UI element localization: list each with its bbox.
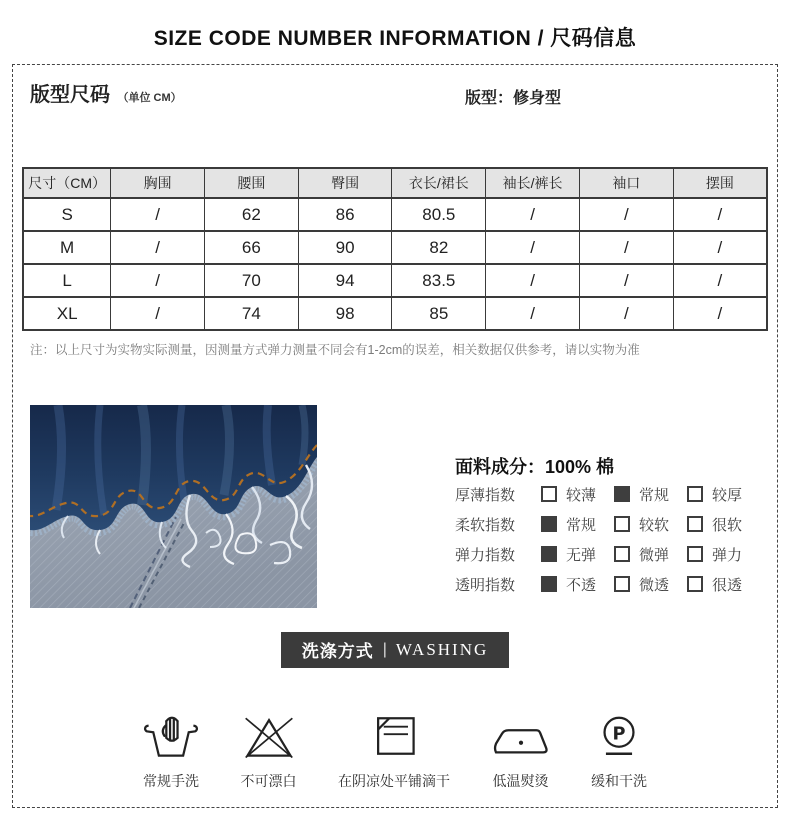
- checkbox-icon: [687, 516, 703, 532]
- index-option: [687, 574, 742, 595]
- wash-label: 缓和干洗: [591, 773, 647, 789]
- panel-header: [13, 65, 777, 107]
- cell: /: [111, 264, 205, 297]
- cell: 90: [298, 231, 392, 264]
- index-option: [541, 574, 596, 595]
- option-label: 较厚: [712, 486, 743, 504]
- fabric-composition-value: 100% 棉: [545, 457, 615, 477]
- thickness-index-row: [455, 479, 760, 509]
- size-info-panel: [12, 64, 778, 808]
- denim-product-photo: [30, 405, 317, 608]
- cell: /: [579, 198, 673, 231]
- cell: /: [486, 264, 580, 297]
- cell: 74: [205, 297, 299, 330]
- elasticity-index-row: [455, 539, 760, 569]
- index-label: 弹力指数: [455, 546, 516, 564]
- index-option: [541, 484, 596, 505]
- gentle-dry-clean-icon: [591, 710, 647, 762]
- checkbox-icon: [541, 576, 557, 592]
- option-label: 较薄: [566, 486, 597, 504]
- header-hip: 臀围: [298, 168, 392, 198]
- option-label: 微透: [639, 576, 670, 594]
- fabric-info: [455, 405, 760, 599]
- cell: 98: [298, 297, 392, 330]
- index-option: [687, 514, 742, 535]
- option-label: 微弹: [639, 546, 670, 564]
- index-option: [541, 514, 596, 535]
- checkbox-icon: [614, 516, 630, 532]
- wash-label: 不可漂白: [240, 773, 297, 789]
- washing-banner: [281, 632, 510, 668]
- cell: L: [23, 264, 111, 297]
- svg-text:P: P: [612, 724, 626, 745]
- section-title: 版型尺码: [30, 84, 110, 106]
- fabric-composition: [455, 453, 760, 479]
- cell: /: [673, 264, 767, 297]
- cell: 85: [392, 297, 486, 330]
- index-option: [614, 544, 669, 565]
- section-unit-note: （单位 CM）: [117, 92, 182, 104]
- checkbox-icon: [541, 486, 557, 502]
- wash-label: 常规手洗: [143, 773, 199, 789]
- checkbox-icon: [687, 486, 703, 502]
- fabric-composition-label: 面料成分：: [455, 457, 545, 477]
- cell: 62: [205, 198, 299, 231]
- checkbox-icon: [541, 516, 557, 532]
- washing-banner-en: WASHING: [395, 639, 489, 659]
- index-label: 厚薄指数: [455, 486, 516, 504]
- option-label: 不透: [566, 576, 597, 594]
- header-sleeve-length: 袖长/裤长: [486, 168, 580, 198]
- wash-item-no-bleach: [241, 710, 297, 791]
- index-label: 透明指数: [455, 576, 516, 594]
- transparency-index-row: [455, 569, 760, 599]
- cell: /: [111, 198, 205, 231]
- iron-low-temp-icon: [492, 710, 550, 762]
- header-bust: 胸围: [111, 168, 205, 198]
- washing-banner-divider: |: [382, 640, 387, 658]
- checkbox-icon: [687, 546, 703, 562]
- fit-type-value: 修身型: [513, 90, 562, 107]
- wash-item-hand-wash: [143, 710, 199, 791]
- size-table-header-row: [23, 168, 767, 198]
- fit-type-label: 版型：: [465, 90, 514, 107]
- index-option: [687, 484, 742, 505]
- option-label: 弹力: [712, 546, 743, 564]
- wash-label: 在阴凉处平铺滴干: [338, 773, 450, 789]
- index-option: [614, 574, 669, 595]
- measurement-note: 注：以上尺寸为实物实际测量，因测量方式弹力测量不同会有1-2cm的误差，相关数据仅供参考，请以实物为准: [30, 343, 640, 357]
- size-row-m: [23, 231, 767, 264]
- cell: /: [673, 198, 767, 231]
- fabric-section: [30, 405, 777, 608]
- wash-item-iron-low: [492, 710, 550, 791]
- cell: /: [673, 297, 767, 330]
- option-label: 常规: [639, 486, 670, 504]
- cell: 66: [205, 231, 299, 264]
- size-table: [22, 167, 768, 331]
- option-label: 常规: [566, 516, 597, 534]
- index-option: [541, 544, 596, 565]
- cell: XL: [23, 297, 111, 330]
- header-size: 尺寸（CM）: [23, 168, 111, 198]
- wash-item-dry-flat: [338, 710, 450, 791]
- cell: 80.5: [392, 198, 486, 231]
- index-option: [614, 484, 669, 505]
- size-row-l: [23, 264, 767, 297]
- checkbox-icon: [687, 576, 703, 592]
- do-not-bleach-icon: [241, 710, 297, 762]
- cell: /: [486, 198, 580, 231]
- softness-index-row: [455, 509, 760, 539]
- cell: 70: [205, 264, 299, 297]
- cell: 83.5: [392, 264, 486, 297]
- cell: /: [486, 297, 580, 330]
- index-option: [614, 514, 669, 535]
- option-label: 无弹: [566, 546, 597, 564]
- header-waist: 腰围: [205, 168, 299, 198]
- checkbox-icon: [614, 486, 630, 502]
- cell: /: [486, 231, 580, 264]
- cell: /: [579, 264, 673, 297]
- fit-type: [465, 85, 561, 108]
- cell: /: [111, 297, 205, 330]
- washing-icons-row: [143, 710, 647, 791]
- option-label: 较软: [639, 516, 670, 534]
- option-label: 很透: [712, 576, 743, 594]
- dry-flat-shade-icon: [366, 710, 422, 762]
- wash-label: 低温熨烫: [492, 773, 549, 789]
- cell: /: [111, 231, 205, 264]
- hand-wash-icon: [143, 710, 199, 762]
- size-row-xl: [23, 297, 767, 330]
- size-row-s: [23, 198, 767, 231]
- cell: 86: [298, 198, 392, 231]
- index-option: [687, 544, 742, 565]
- cell: 94: [298, 264, 392, 297]
- cell: /: [579, 231, 673, 264]
- wash-item-dry-clean: [591, 710, 647, 791]
- washing-banner-cn: 洗涤方式: [301, 642, 374, 661]
- checkbox-icon: [614, 576, 630, 592]
- header-hem: 摆围: [673, 168, 767, 198]
- checkbox-icon: [614, 546, 630, 562]
- cell: S: [23, 198, 111, 231]
- cell: /: [673, 231, 767, 264]
- cell: M: [23, 231, 111, 264]
- page-title: SIZE CODE NUMBER INFORMATION / 尺码信息: [153, 27, 637, 50]
- checkbox-icon: [541, 546, 557, 562]
- denim-photo-illustration: [30, 405, 317, 608]
- cell: 82: [392, 231, 486, 264]
- header-length: 衣长/裙长: [392, 168, 486, 198]
- cell: /: [579, 297, 673, 330]
- header-cuff: 袖口: [579, 168, 673, 198]
- option-label: 很软: [712, 516, 743, 534]
- index-label: 柔软指数: [455, 516, 516, 534]
